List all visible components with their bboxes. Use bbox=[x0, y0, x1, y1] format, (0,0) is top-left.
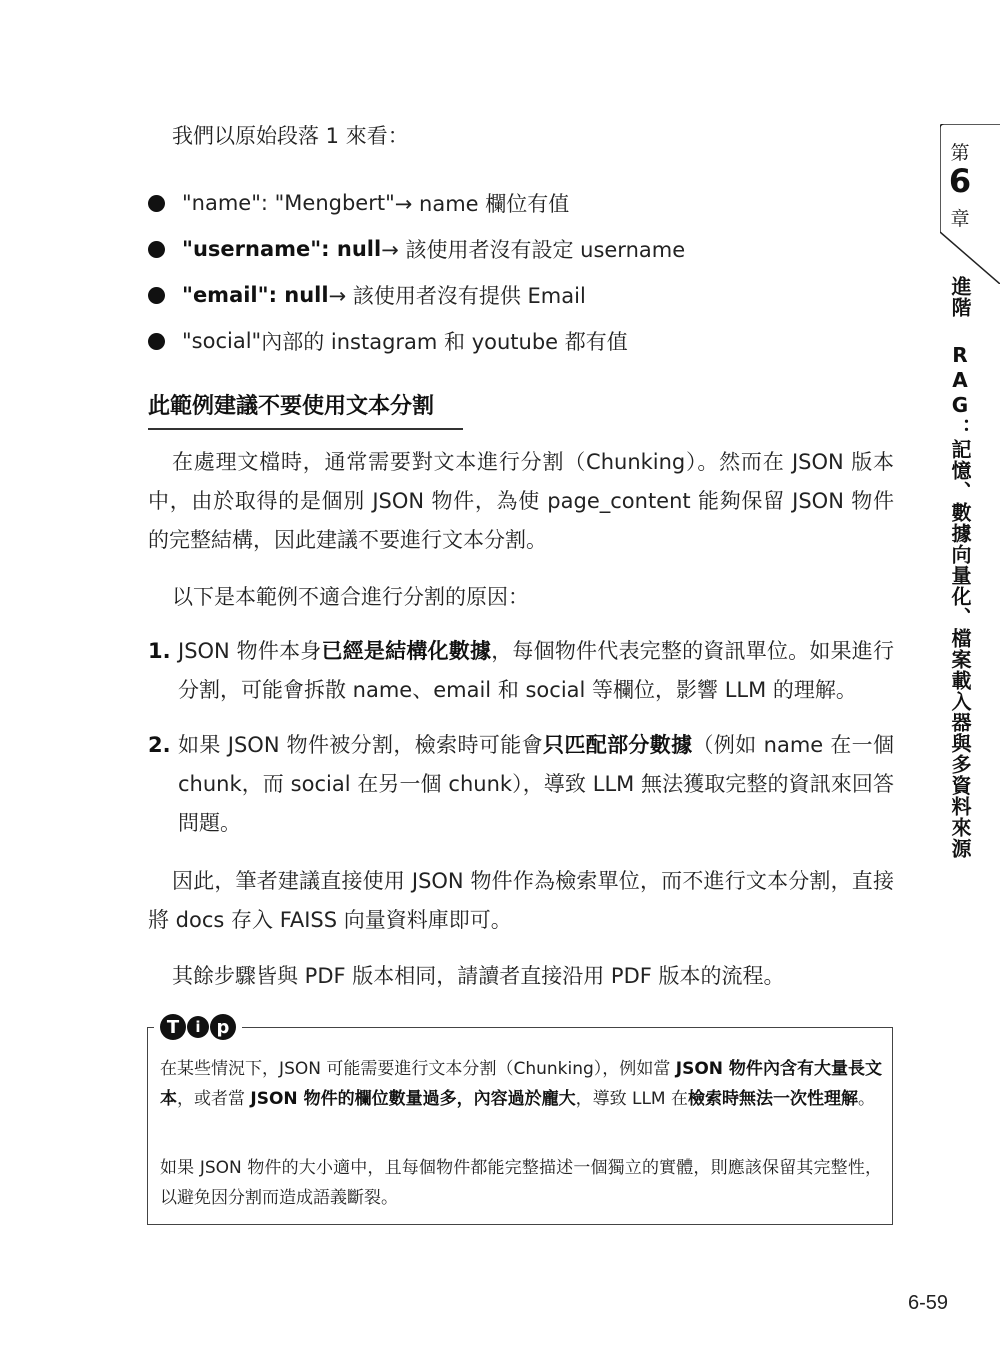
reason-emphasis: 已經是結構化數據 bbox=[321, 639, 492, 663]
list-item bbox=[148, 180, 685, 226]
bullet-icon bbox=[148, 287, 165, 304]
reason-text: JSON 物件本身 bbox=[178, 639, 322, 663]
reason-number: 1. bbox=[148, 639, 171, 663]
reason-text: 如果 JSON 物件被分割，檢索時可能會 bbox=[178, 733, 543, 757]
reason-text: ，每個物件代表完整的資訊單位。如果進行分割，可能會拆散 name、email 和 social 等欄位，影響 LLM 的理解。 bbox=[178, 639, 895, 702]
bullet-desc: → 該使用者沒有提供 Email bbox=[328, 284, 586, 308]
bullet-icon bbox=[148, 241, 165, 258]
paragraph-conclusion: 因此，筆者建議直接使用 JSON 物件作為檢索單位，而不進行文本分割，直接將 docs 存入 FAISS 向量資料庫即可。 bbox=[148, 869, 894, 932]
reasons-list bbox=[148, 632, 894, 859]
tip-logo-letter: i bbox=[187, 1016, 209, 1038]
reason-item bbox=[148, 726, 894, 843]
bullet-desc: → 該使用者沒有設定 username bbox=[381, 238, 686, 262]
chapter-number: 6 bbox=[948, 162, 972, 200]
list-item bbox=[148, 226, 685, 272]
bullet-code: "name": "Mengbert" bbox=[182, 191, 395, 215]
bullet-code: "email": null bbox=[182, 283, 329, 307]
tip-text: ，導致 LLM 在 bbox=[575, 1089, 688, 1109]
bullet-desc: → name 欄位有值 bbox=[394, 192, 570, 216]
tip-emphasis: JSON 物件內含有大量長文本 bbox=[160, 1059, 882, 1109]
field-status-list bbox=[148, 180, 685, 364]
tip-logo-letter: T bbox=[160, 1014, 186, 1040]
reason-number: 2. bbox=[148, 733, 171, 757]
reason-text: （例如 name 在一個 chunk，而 social 在另一個 chunk），導致 LLM 無法獲取完整的資訊來回答問題。 bbox=[178, 733, 894, 835]
chapter-prefix: 第 bbox=[950, 142, 970, 164]
bullet-icon bbox=[148, 195, 165, 212]
tip-logo-icon bbox=[154, 1014, 242, 1040]
bullet-desc: 內部的 instagram 和 youtube 都有值 bbox=[261, 330, 628, 354]
bullet-icon bbox=[148, 333, 165, 350]
list-item bbox=[148, 318, 685, 364]
section-heading: 此範例建議不要使用文本分割 bbox=[148, 389, 463, 430]
reason-item bbox=[148, 632, 894, 710]
paragraph-reasons-intro: 以下是本範例不適合進行分割的原因： bbox=[172, 585, 529, 609]
chapter-tab bbox=[940, 124, 1000, 284]
bullet-code: "social" bbox=[182, 329, 262, 353]
tip-emphasis: 檢索時無法一次性理解 bbox=[688, 1089, 858, 1109]
tip-emphasis: JSON 物件的欄位數量過多，內容過於龐大 bbox=[250, 1089, 576, 1109]
page-number: 6-59 bbox=[908, 1292, 949, 1314]
list-item bbox=[148, 272, 685, 318]
tip-text: 在某些情況下，JSON 可能需要進行文本分割（Chunking），例如當 bbox=[160, 1059, 676, 1079]
chapter-side-title: 進階 RAG：記憶、數據向量化、檔案載入器與多資料來源 bbox=[948, 276, 972, 859]
tip-paragraph bbox=[160, 1054, 882, 1114]
tip-text: ，或者當 bbox=[177, 1089, 251, 1109]
paragraph-chunking: 在處理文檔時，通常需要對文本進行分割（Chunking）。然而在 JSON 版本中，由於取得的是個別 JSON 物件，為使 page_content 能夠保留 JSON 物件的完整結構，因此建議不要進行文本分割。 bbox=[148, 450, 894, 552]
intro-text: 我們以原始段落 1 來看： bbox=[172, 124, 409, 148]
tip-text: 。 bbox=[858, 1089, 875, 1109]
tip-logo-letter: p bbox=[210, 1014, 236, 1040]
chapter-suffix: 章 bbox=[950, 208, 970, 230]
paragraph-remaining-steps: 其餘步驟皆與 PDF 版本相同，請讀者直接沿用 PDF 版本的流程。 bbox=[172, 964, 785, 988]
tip-box bbox=[147, 1016, 893, 1225]
reason-emphasis: 只匹配部分數據 bbox=[542, 733, 693, 757]
bullet-code: "username": null bbox=[182, 237, 382, 261]
tip-paragraph: 如果 JSON 物件的大小適中，且每個物件都能完整描述一個獨立的實體，則應該保留其完整性，以避免因分割而造成語義斷裂。 bbox=[160, 1158, 882, 1208]
